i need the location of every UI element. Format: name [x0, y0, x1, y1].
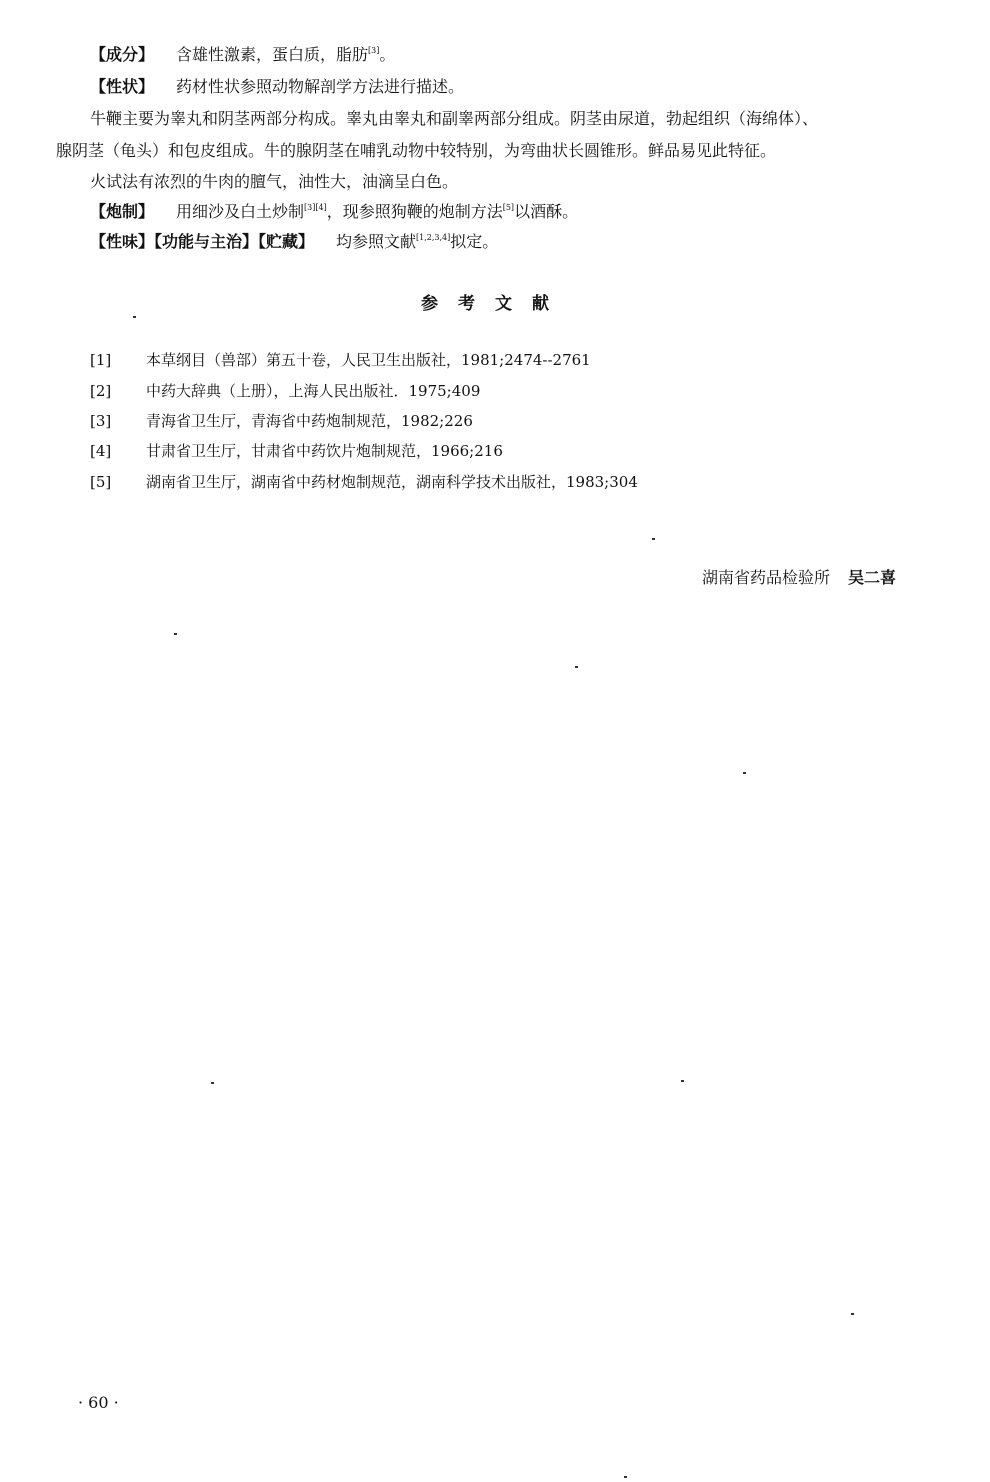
- scan-speck: [652, 538, 655, 540]
- processing-text-2: ，现参照狗鞭的炮制方法: [326, 202, 503, 221]
- character-tag: 【性状】: [90, 77, 155, 96]
- scan-speck: [211, 1082, 214, 1084]
- processing-tag: 【炮制】: [90, 202, 155, 221]
- reference-number: [3]: [90, 412, 112, 430]
- processing-line: [90, 201, 578, 223]
- author-institution: 湖南省药品检验所: [702, 568, 831, 587]
- references-heading: 参考文献: [421, 294, 569, 314]
- reference-number: [1]: [90, 351, 112, 369]
- scan-speck: [624, 1476, 627, 1478]
- character-text: 药材性状参照动物解剖学方法进行描述。: [176, 77, 465, 96]
- composition-citation: [3]: [368, 46, 380, 55]
- processing-text-1: 用细沙及白土炒制: [176, 202, 305, 221]
- properties-tags: 【性味】【功能与主治】【贮藏】: [90, 232, 315, 251]
- properties-tail: 拟定。: [450, 232, 499, 251]
- scan-speck: [174, 633, 177, 635]
- reference-text: 甘肃省卫生厅，甘肃省中药饮片炮制规范，1966;216: [146, 442, 503, 460]
- processing-text-3: 以酒酥。: [514, 202, 579, 221]
- composition-line: [90, 44, 395, 66]
- reference-item: [90, 411, 473, 431]
- scan-speck: [743, 772, 746, 774]
- composition-text: 含雄性激素，蛋白质，脂肪: [176, 45, 369, 64]
- description-line-1: 牛鞭主要为睾丸和阴茎两部分构成。睾丸由睾丸和副睾两部分组成。阴茎由尿道，勃起组织（海绵体）、: [90, 109, 819, 128]
- description-line-2: 腺阴茎（龟头）和包皮组成。牛的腺阴茎在哺乳动物中较特别，为弯曲状长圆锥形。鲜品易见此特征。: [56, 141, 777, 160]
- reference-number: [2]: [90, 382, 112, 400]
- properties-text: 均参照文献: [336, 232, 417, 251]
- reference-item: [90, 472, 638, 492]
- properties-line: [90, 231, 498, 253]
- author-attribution: [702, 565, 896, 588]
- reference-text: 湖南省卫生厅，湖南省中药材炮制规范，湖南科学技术出版社，1983;304: [146, 473, 638, 491]
- processing-citation-1: [3][4]: [304, 203, 327, 212]
- composition-tag: 【成分】: [90, 45, 155, 64]
- scan-speck: [851, 1313, 854, 1315]
- reference-text: 中药大辞典（上册），上海人民出版社．1975;409: [146, 382, 481, 400]
- reference-item: [90, 381, 480, 401]
- reference-item: [90, 350, 591, 370]
- author-name: 吴二喜: [848, 568, 897, 587]
- reference-text: 青海省卫生厅，青海省中药炮制规范，1982;226: [146, 412, 473, 430]
- processing-citation-2: [5]: [502, 203, 515, 212]
- scan-speck: [575, 666, 578, 668]
- reference-number: [4]: [90, 442, 112, 460]
- composition-tail: 。: [379, 45, 396, 64]
- properties-citation: [1,2,3,4]: [416, 233, 451, 242]
- reference-item: [90, 441, 503, 461]
- reference-number: [5]: [90, 473, 112, 491]
- scan-speck: [133, 316, 136, 318]
- scan-speck: [681, 1080, 684, 1082]
- reference-text: 本草纲目（兽部）第五十卷，人民卫生出版社，1981;2474--2761: [146, 351, 591, 369]
- page-number: · 60 ·: [78, 1393, 119, 1412]
- character-line: [90, 76, 464, 98]
- description-line-3: 火试法有浓烈的牛肉的膻气，油性大，油滴呈白色。: [90, 172, 459, 191]
